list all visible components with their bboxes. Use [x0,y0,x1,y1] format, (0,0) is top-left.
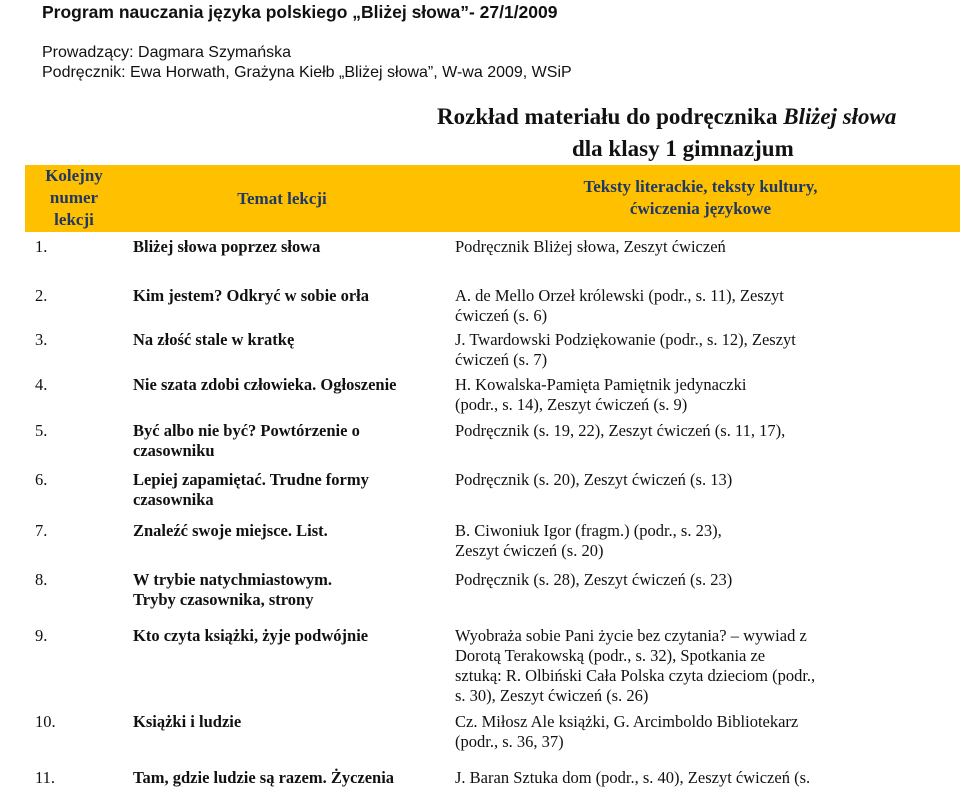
lesson-number: 6. [35,470,48,489]
lesson-topic [133,521,328,541]
lesson-texts [455,375,746,415]
lesson-topic-line: Znaleźć swoje miejsce. List. [133,521,328,540]
lesson-topic-line: czasownika [133,490,214,509]
lesson-texts-line: Dorotą Terakowską (podr., s. 32), Spotkania ze [455,646,766,665]
lesson-texts [455,570,732,590]
lesson-topic [133,237,320,257]
column-header-texts-line: ćwiczenia językowe [629,199,772,218]
lesson-texts [455,470,732,490]
lesson-topic [133,286,369,306]
lesson-topic-line: Nie szata zdobi człowieka. Ogłoszenie [133,375,397,394]
lesson-texts-line: B. Ciwoniuk Igor (fragm.) (podr., s. 23), [455,521,722,540]
lesson-number: 2. [35,286,48,305]
lesson-topic-line: Na złość stale w kratkę [133,330,295,349]
lesson-topic-line: Kim jestem? Odkryć w sobie orła [133,286,370,305]
lesson-texts-line: ćwiczeń (s. 7) [455,350,548,369]
lesson-texts-line: J. Baran Sztuka dom (podr., s. 40), Zeszyt ćwiczeń (s. [455,768,811,787]
lesson-topic [133,768,394,788]
lesson-number: 10. [35,712,56,731]
lesson-texts-line: (podr., s. 14), Zeszyt ćwiczeń (s. 9) [455,395,688,414]
lesson-topic [133,712,241,732]
lesson-texts [455,768,810,788]
lesson-texts-line: Podręcznik Bliżej słowa, Zeszyt ćwiczeń [455,237,726,256]
column-header-number-line: numer [49,188,99,207]
lesson-topic [133,330,294,350]
column-header-texts [441,165,960,232]
lesson-topic [133,626,368,646]
lesson-texts-line: Podręcznik (s. 19, 22), Zeszyt ćwiczeń (s. 11, 17), [455,421,786,440]
lesson-topic-line: Tryby czasownika, strony [133,590,314,609]
lesson-topic [133,470,369,510]
lesson-texts-line: ćwiczeń (s. 6) [455,306,548,325]
lesson-texts-line: H. Kowalska-Pamięta Pamiętnik jedynaczki [455,375,747,394]
column-header-texts-line: Teksty literackie, teksty kultury, [583,177,818,196]
plan-title [437,104,896,130]
column-header-topic: Temat lekcji [123,165,441,232]
lesson-topic-line: W trybie natychmiastowym. [133,570,333,589]
lesson-texts [455,421,785,441]
column-header-number-line: Kolejny [45,166,103,185]
instructor-line: Prowadzący: Dagmara Szymańska [42,44,291,61]
lesson-texts [455,286,784,326]
lesson-number: 1. [35,237,48,256]
lesson-number: 5. [35,421,48,440]
textbook-line: Podręcznik: Ewa Horwath, Grażyna Kiełb „Bliżej słowa”, W-wa 2009, WSiP [42,64,572,81]
lesson-topic-line: Książki i ludzie [133,712,242,731]
lesson-topic-line: Lepiej zapamiętać. Trudne formy [133,470,369,489]
lesson-texts-line: (podr., s. 36, 37) [455,732,564,751]
lesson-texts [455,521,722,561]
lesson-texts-line: Zeszyt ćwiczeń (s. 20) [455,541,604,560]
lesson-topic-line: Być albo nie być? Powtórzenie o [133,421,360,440]
column-header-number [25,165,123,232]
lesson-texts-line: Podręcznik (s. 20), Zeszyt ćwiczeń (s. 13) [455,470,733,489]
lesson-texts [455,626,815,706]
lesson-texts-line: s. 30), Zeszyt ćwiczeń (s. 26) [455,686,649,705]
column-header-number-line: lekcji [54,210,94,229]
lesson-texts-line: Cz. Miłosz Ale książki, G. Arcimboldo Bibliotekarz [455,712,799,731]
lesson-topic [133,375,397,395]
lesson-texts-line: Podręcznik (s. 28), Zeszyt ćwiczeń (s. 23) [455,570,733,589]
lesson-texts-line: J. Twardowski Podziękowanie (podr., s. 12), Zeszyt [455,330,796,349]
lesson-texts-line: A. de Mello Orzeł królewski (podr., s. 11), Zeszyt [455,286,784,305]
plan-subtitle: dla klasy 1 gimnazjum [572,136,794,161]
lesson-topic-line: czasowniku [133,441,215,460]
lesson-texts [455,330,796,370]
lesson-topic [133,570,332,610]
lesson-number: 8. [35,570,48,589]
lesson-texts [455,712,798,752]
plan-title-book: Bliżej słowa [783,104,897,129]
plan-title-prefix: Rozkład materiału do podręcznika [437,104,784,129]
lesson-topic-line: Kto czyta książki, żyje podwójnie [133,626,369,645]
document-title: Program nauczania języka polskiego „Bliżej słowa”- 27/1/2009 [42,2,558,22]
lesson-number: 9. [35,626,48,645]
lesson-topic [133,421,360,461]
lesson-topic-line: Tam, gdzie ludzie są razem. Życzenia [133,768,395,787]
lesson-topic-line: Bliżej słowa poprzez słowa [133,237,321,256]
lesson-number: 11. [35,768,56,787]
lesson-number: 4. [35,375,48,394]
lesson-texts-line: Wyobraża sobie Pani życie bez czytania? – wywiad z [455,626,807,645]
lesson-number: 7. [35,521,48,540]
lesson-texts-line: sztuką: R. Olbiński Cała Polska czyta dzieciom (podr., [455,666,816,685]
lesson-texts [455,237,726,257]
lesson-number: 3. [35,330,48,349]
